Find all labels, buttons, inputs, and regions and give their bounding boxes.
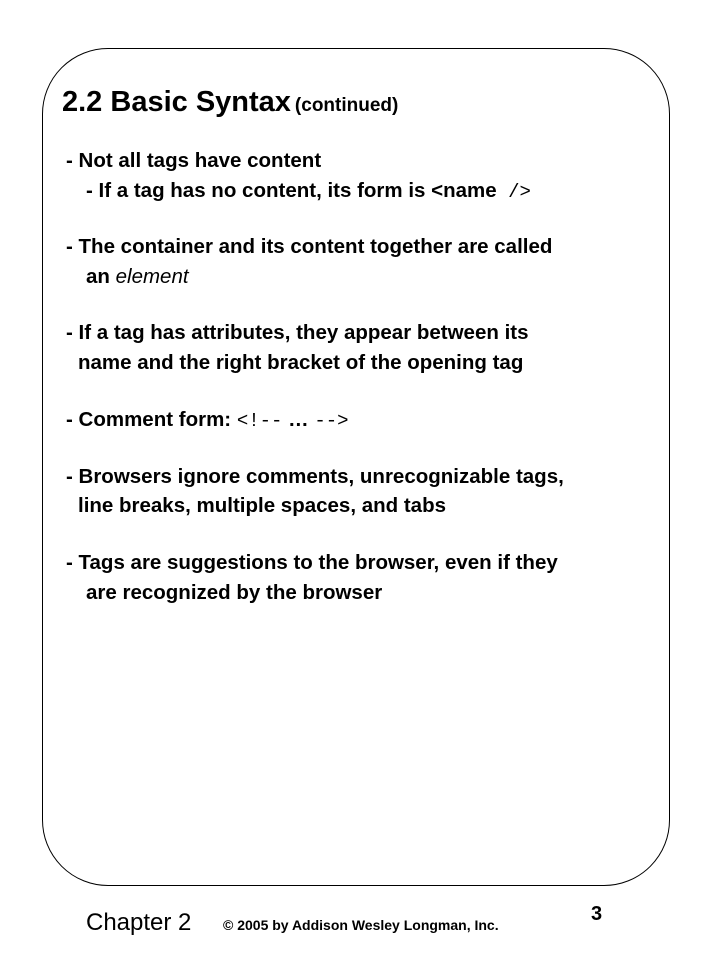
bullet-element-def-line2 — [86, 267, 189, 288]
bullet-comment-form — [66, 410, 349, 431]
bullet-comment-form-text: - Comment form: — [66, 408, 237, 431]
footer-copyright: © 2005 by Addison Wesley Longman, Inc. — [223, 917, 499, 933]
slide-title-suffix: (continued) — [294, 95, 399, 116]
footer-chapter: Chapter 2 — [86, 909, 192, 936]
bullet-browsers-ignore-line2: line breaks, multiple spaces, and tabs — [78, 494, 446, 517]
bullet-empty-tag-form-text: - If a tag has no content, its form is — [86, 179, 432, 202]
comment-close-code: --> — [314, 410, 349, 432]
bullet-tags-suggestions-line2: are recognized by the browser — [86, 581, 383, 604]
tag-close-bracket: /> — [496, 181, 531, 203]
bullet-element-def-prefix: an — [86, 265, 116, 288]
slide-title-main: 2.2 Basic Syntax — [62, 86, 291, 118]
bullet-browsers-ignore-line1: - Browsers ignore comments, unrecognizable tags, — [66, 465, 564, 488]
tag-name-text: name — [443, 179, 497, 202]
comment-open-code: <!-- — [236, 410, 283, 432]
comment-ellipsis: … — [282, 408, 315, 431]
footer-page-number: 3 — [591, 903, 603, 925]
bullet-no-content: - Not all tags have content — [66, 149, 322, 172]
slide-title — [62, 86, 398, 119]
bullet-empty-tag-form — [86, 181, 531, 202]
bullet-attributes-line1: - If a tag has attributes, they appear between its — [66, 321, 529, 344]
bullet-element-def-line1: - The container and its content together are called — [66, 235, 553, 258]
bullet-tags-suggestions-line1: - Tags are suggestions to the browser, even if they — [66, 551, 558, 574]
tag-open-bracket: < — [431, 179, 444, 202]
bullet-attributes-line2: name and the right bracket of the opening tag — [78, 351, 524, 374]
element-term: element — [115, 265, 189, 288]
